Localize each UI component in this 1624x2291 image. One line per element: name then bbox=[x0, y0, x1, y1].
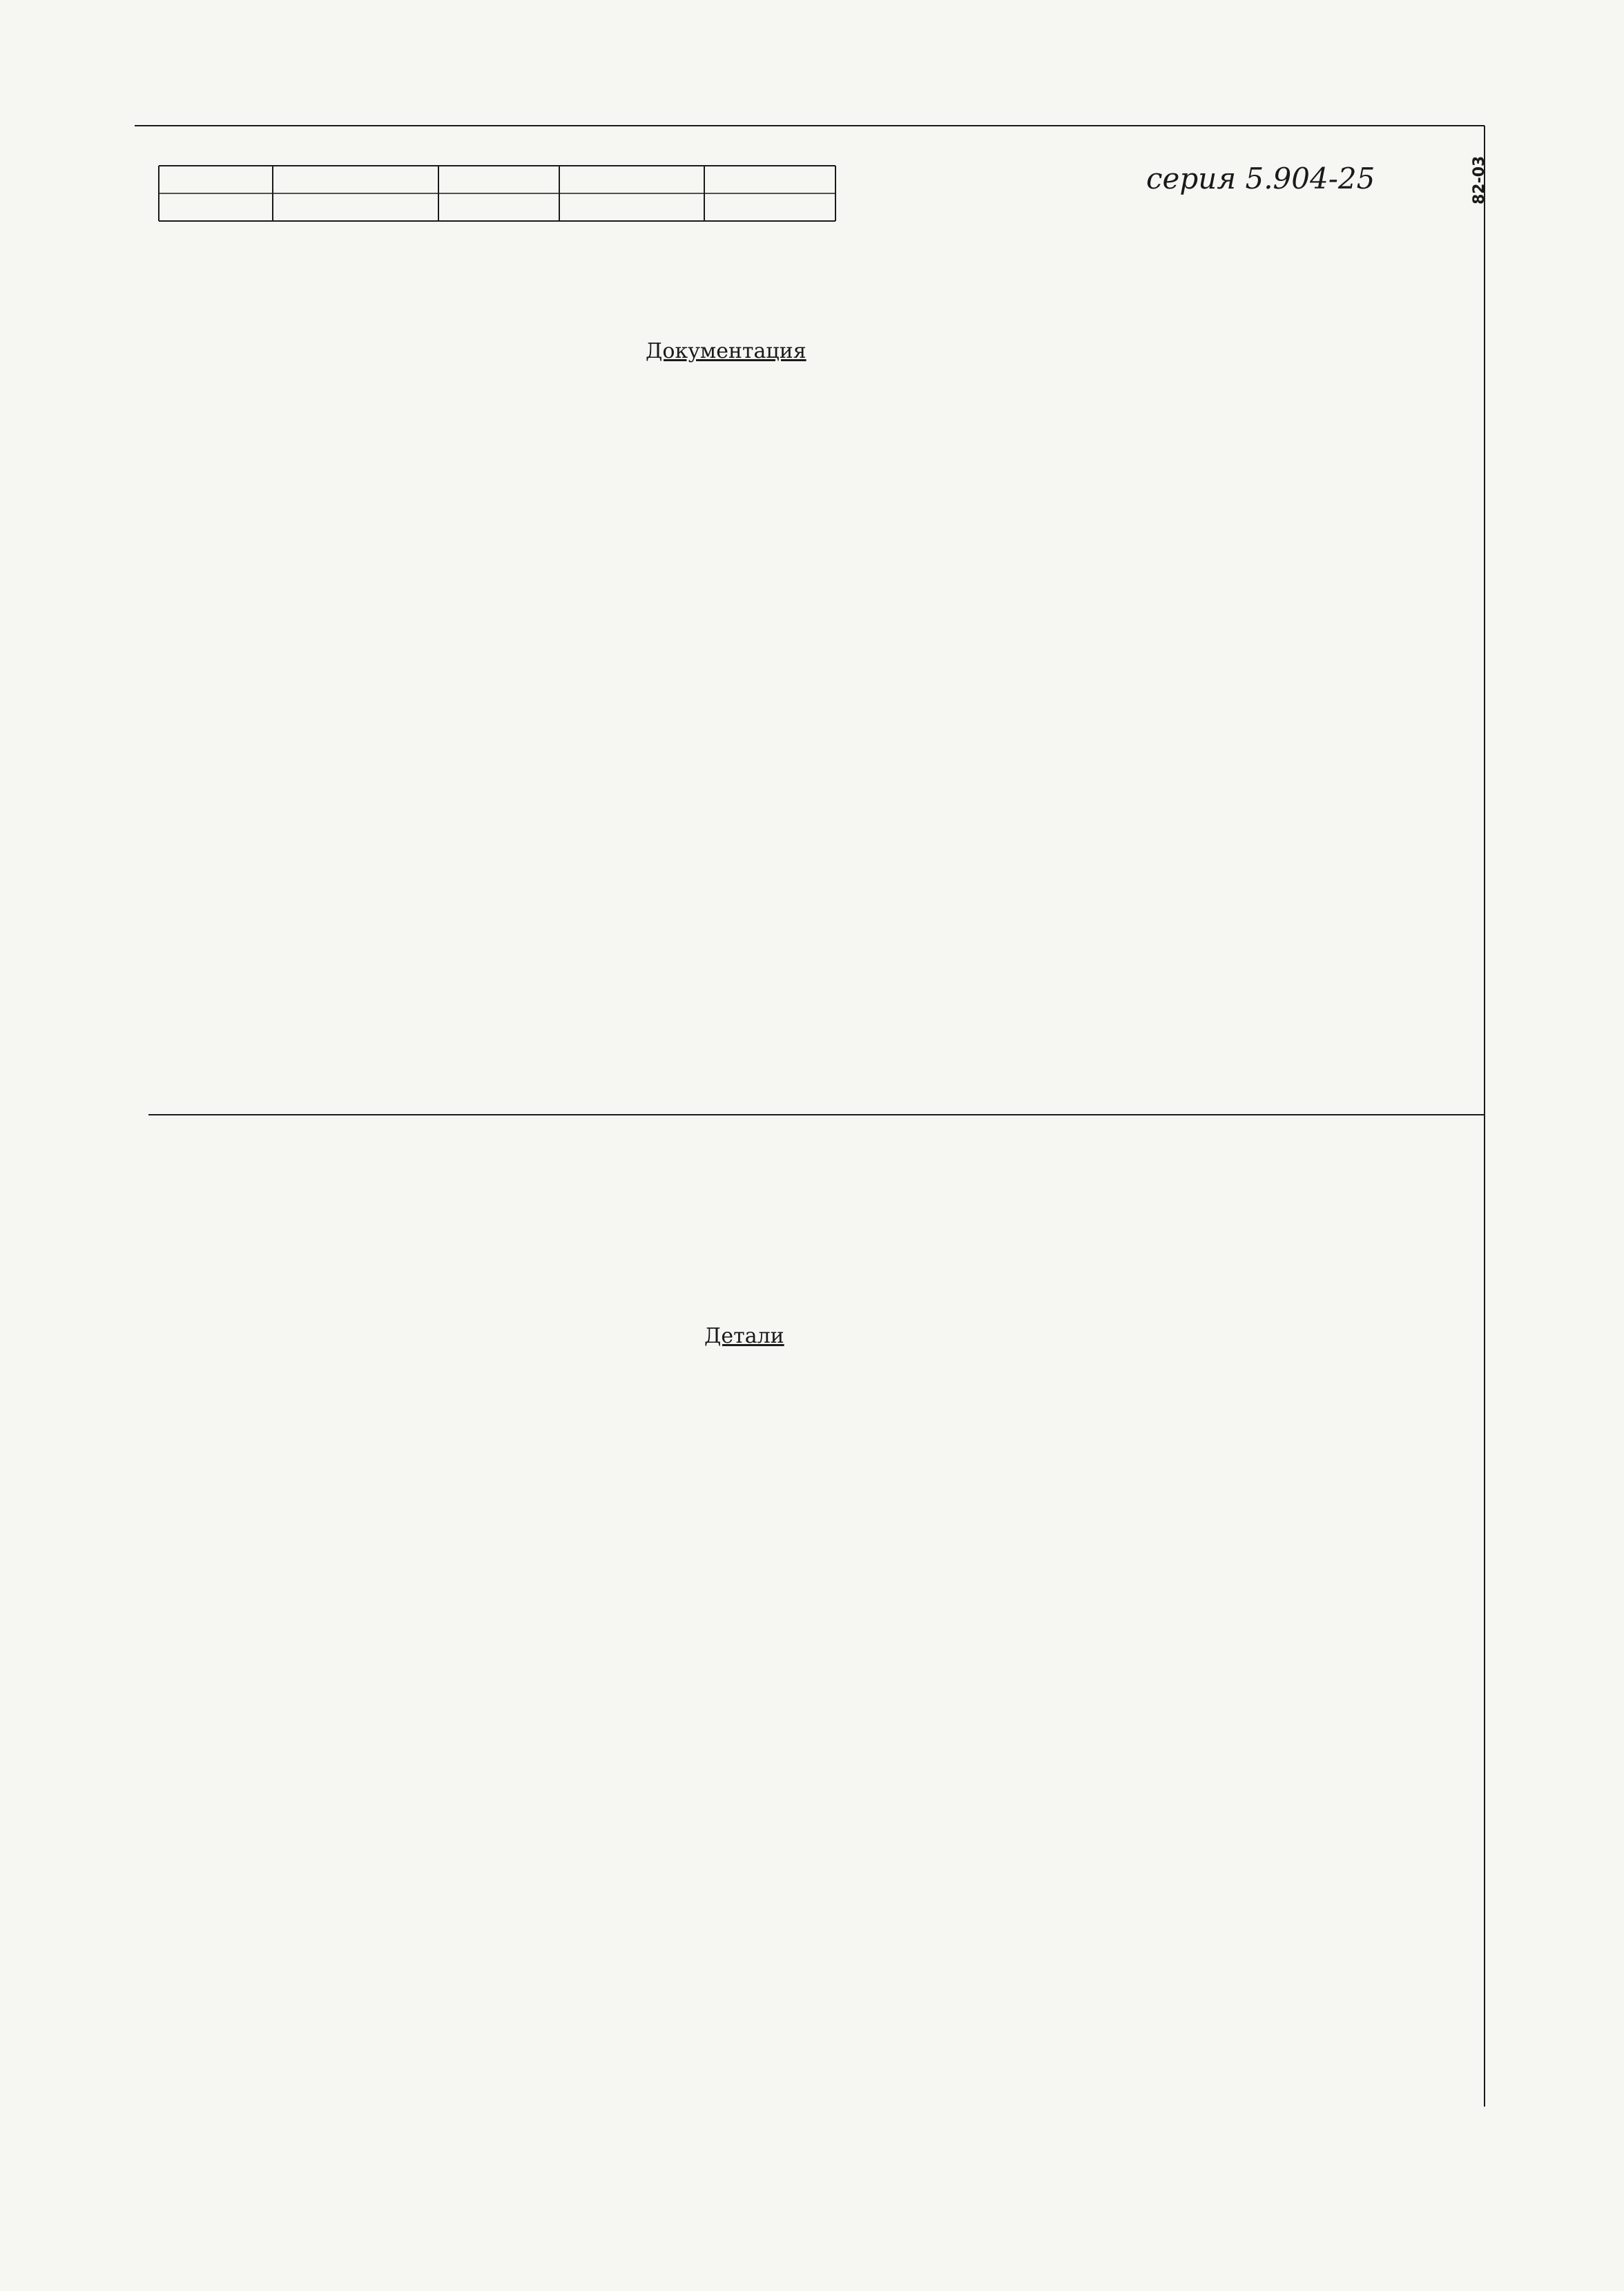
sheet1-section-title: Документация bbox=[646, 339, 806, 363]
series-label: серия 5.904-25 bbox=[1146, 162, 1375, 195]
corner-mark: 82-03 bbox=[1471, 155, 1488, 204]
sheet2-section-title: Детали bbox=[704, 1324, 784, 1348]
